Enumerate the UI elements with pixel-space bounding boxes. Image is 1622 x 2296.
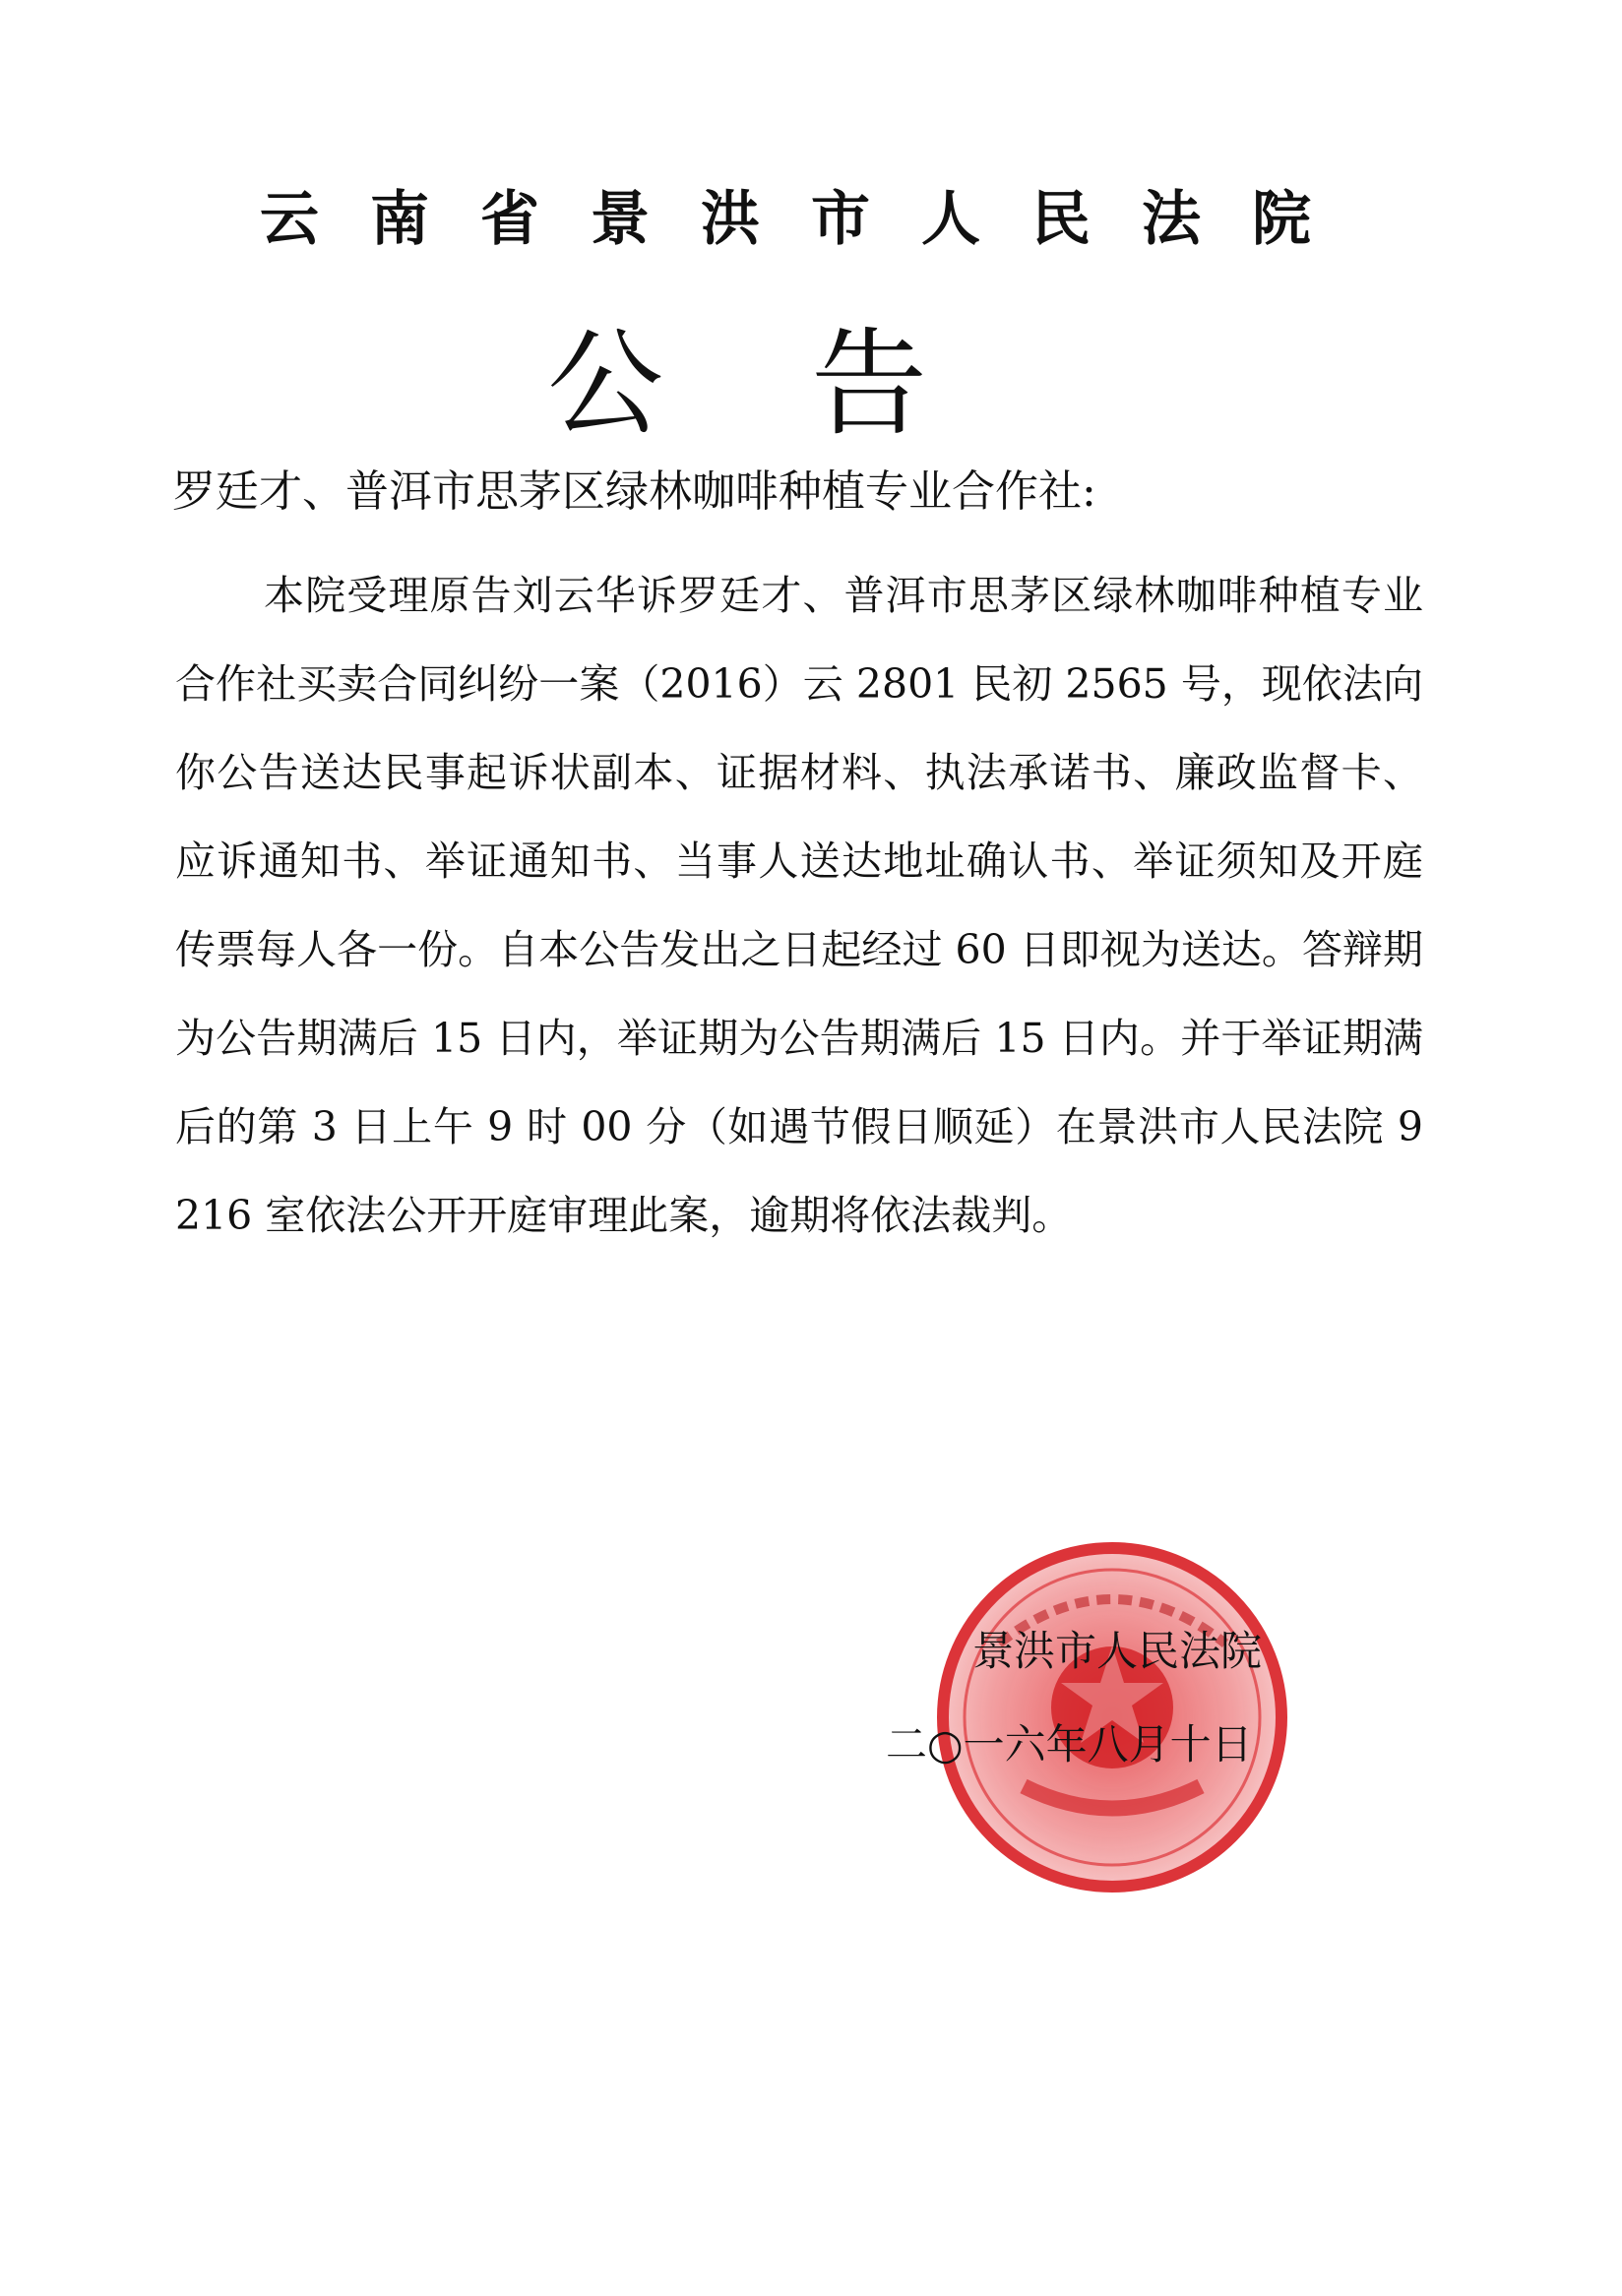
- court-title: 云南省景洪市人民法院: [260, 185, 1362, 254]
- notice-body: 本院受理原告刘云华诉罗廷才、普洱市思茅区绿林咖啡种植专业合作社买卖合同纠纷一案（2016）云 2801 民初 2565 号，现依法向你公告送达民事起诉状副本、证据材料、执法承诺书、廉政监督卡、应诉通知书、举证通知书、当事人送达地址确认书、举证须知及开庭传票每人各一份。自本公告发出之日起经过 60 日即视为送达。答辩期为公告期满后 15 日内，举证期为公告期满后 15 日内。并于举证期满后的第 3 日上午 9 时 00 分（如遇节假日顺延）在景洪市人民法院 9216 室依法公开开庭审理此案，逾期将依法裁判。: [175, 572, 1423, 1239]
- signature-court: 景洪市人民法院: [972, 1627, 1263, 1675]
- signature-date: 二○一六年八月十日: [886, 1720, 1253, 1769]
- notice-title: 公告: [546, 316, 1075, 452]
- addressee: 罗廷才、普洱市思茅区绿林咖啡种植专业合作社:: [172, 466, 1096, 517]
